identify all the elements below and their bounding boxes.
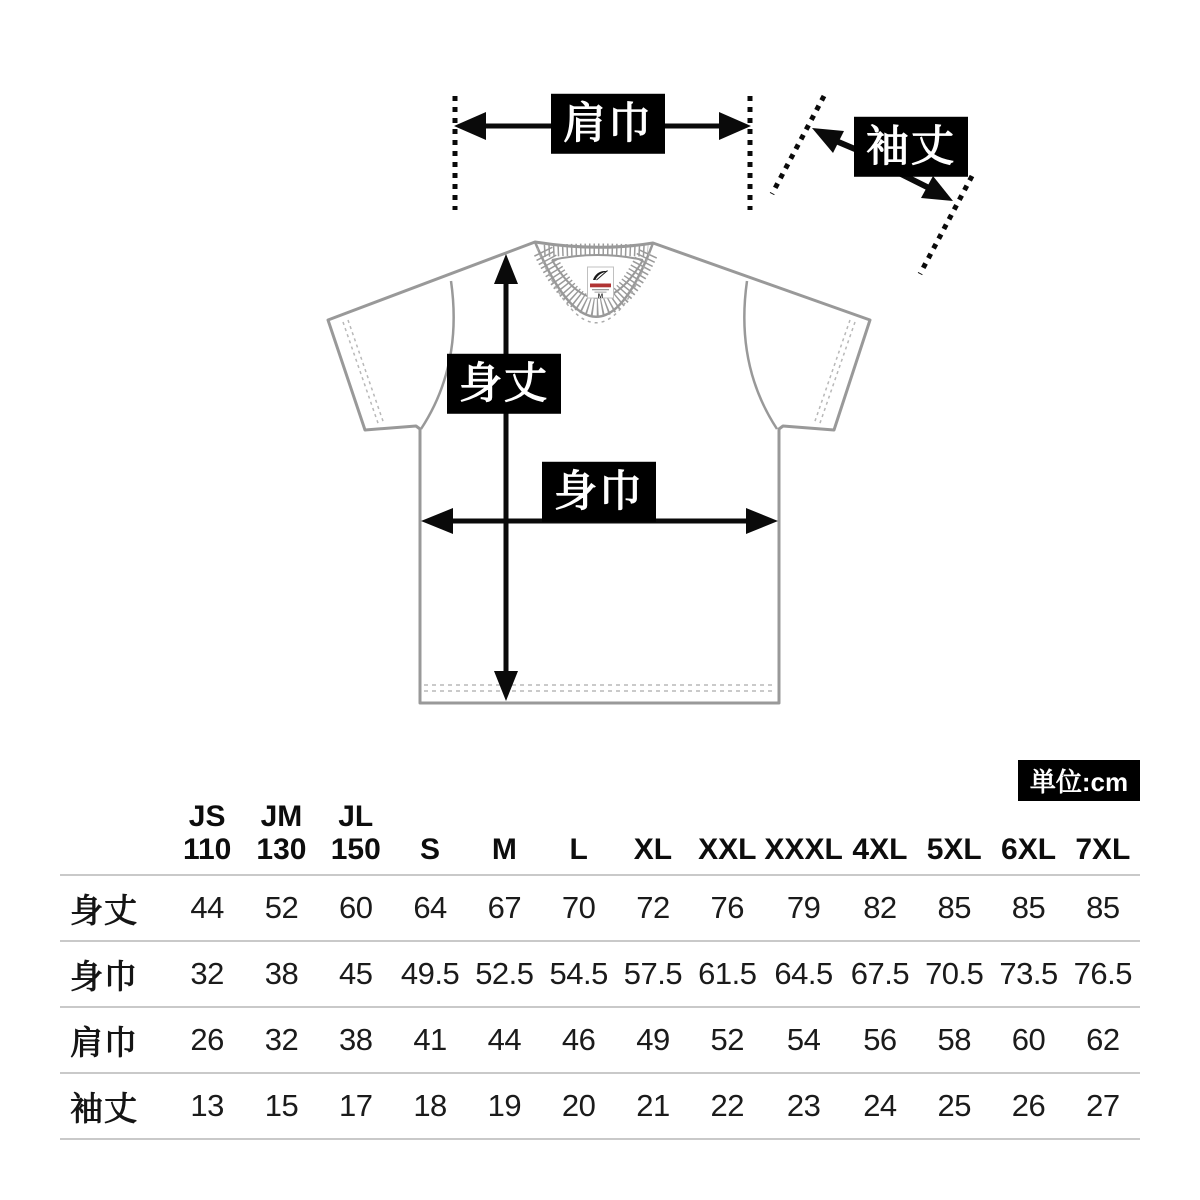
size-value-cell: 49	[616, 1006, 690, 1072]
size-value-cell: 49.5	[393, 940, 467, 1006]
unit-badge: 単位:cm	[1018, 760, 1140, 801]
size-value-cell: 58	[917, 1006, 991, 1072]
size-value-cell: 79	[764, 874, 842, 940]
size-value-cell: 20	[542, 1072, 616, 1138]
size-value-cell: 85	[1066, 874, 1140, 940]
size-value-cell: 18	[393, 1072, 467, 1138]
row-label: 身巾	[60, 940, 170, 1006]
size-value-cell: 56	[843, 1006, 917, 1072]
size-column-header: XXXL	[764, 833, 843, 866]
size-column-header: S	[420, 833, 441, 866]
size-column-header: M	[491, 833, 517, 866]
size-value-cell: 38	[244, 940, 318, 1006]
size-value-cell: 25	[917, 1072, 991, 1138]
size-column-header: 4XL	[852, 833, 908, 866]
size-value-cell: 64.5	[764, 940, 842, 1006]
size-value-cell: 62	[1066, 1006, 1140, 1072]
size-value-cell: 41	[393, 1006, 467, 1072]
size-column-header: JS 110	[182, 800, 232, 866]
size-value-cell: 76.5	[1066, 940, 1140, 1006]
neck-tag	[588, 267, 614, 300]
size-value-cell: 15	[244, 1072, 318, 1138]
size-value-cell: 32	[170, 940, 244, 1006]
size-table	[60, 794, 1140, 1140]
size-column-header: 6XL	[1001, 833, 1057, 866]
size-value-cell: 21	[616, 1072, 690, 1138]
size-value-cell: 82	[843, 874, 917, 940]
row-label: 袖丈	[60, 1072, 170, 1138]
size-value-cell: 60	[319, 874, 393, 940]
size-value-cell: 32	[244, 1006, 318, 1072]
body-length-label: 身丈	[447, 354, 561, 414]
size-column-header: 7XL	[1075, 833, 1131, 866]
size-value-cell: 73.5	[991, 940, 1065, 1006]
size-value-cell: 19	[467, 1072, 541, 1138]
size-value-cell: 38	[319, 1006, 393, 1072]
size-column-header: XXL	[698, 833, 757, 866]
sleeve-length-label: 袖丈	[854, 117, 968, 177]
size-value-cell: 85	[917, 874, 991, 940]
size-value-cell: 70.5	[917, 940, 991, 1006]
table-corner-cell	[60, 794, 170, 874]
size-value-cell: 46	[542, 1006, 616, 1072]
size-value-cell: 52.5	[467, 940, 541, 1006]
size-value-cell: 64	[393, 874, 467, 940]
size-column-header: 5XL	[926, 833, 982, 866]
tag-text-line	[592, 289, 609, 290]
size-column-header: JL 150	[330, 800, 381, 866]
size-value-cell: 13	[170, 1072, 244, 1138]
size-value-cell: 52	[244, 874, 318, 940]
row-label: 肩巾	[60, 1006, 170, 1072]
size-value-cell: 57.5	[616, 940, 690, 1006]
size-value-cell: 52	[690, 1006, 764, 1072]
size-value-cell: 67	[467, 874, 541, 940]
size-value-cell: 17	[319, 1072, 393, 1138]
size-value-cell: 72	[616, 874, 690, 940]
size-value-cell: 45	[319, 940, 393, 1006]
size-value-cell: 27	[1066, 1072, 1140, 1138]
size-value-cell: 54.5	[542, 940, 616, 1006]
size-column-header: XL	[633, 833, 673, 866]
size-value-cell: 61.5	[690, 940, 764, 1006]
tag-size-letter: M	[597, 293, 604, 300]
size-value-cell: 76	[690, 874, 764, 940]
size-value-cell: 60	[991, 1006, 1065, 1072]
size-column-header: L	[569, 833, 588, 866]
row-label: 身丈	[60, 874, 170, 940]
size-value-cell: 23	[764, 1072, 842, 1138]
size-column-header: JM 130	[256, 800, 307, 866]
size-value-cell: 70	[542, 874, 616, 940]
size-value-cell: 26	[991, 1072, 1065, 1138]
body-width-label: 身巾	[542, 462, 656, 522]
tag-red-band	[590, 284, 611, 288]
size-value-cell: 54	[764, 1006, 842, 1072]
size-value-cell: 85	[991, 874, 1065, 940]
size-value-cell: 22	[690, 1072, 764, 1138]
size-value-cell: 26	[170, 1006, 244, 1072]
size-value-cell: 44	[467, 1006, 541, 1072]
size-value-cell: 67.5	[843, 940, 917, 1006]
size-value-cell: 24	[843, 1072, 917, 1138]
size-value-cell: 44	[170, 874, 244, 940]
shoulder-width-label: 肩巾	[551, 94, 665, 154]
